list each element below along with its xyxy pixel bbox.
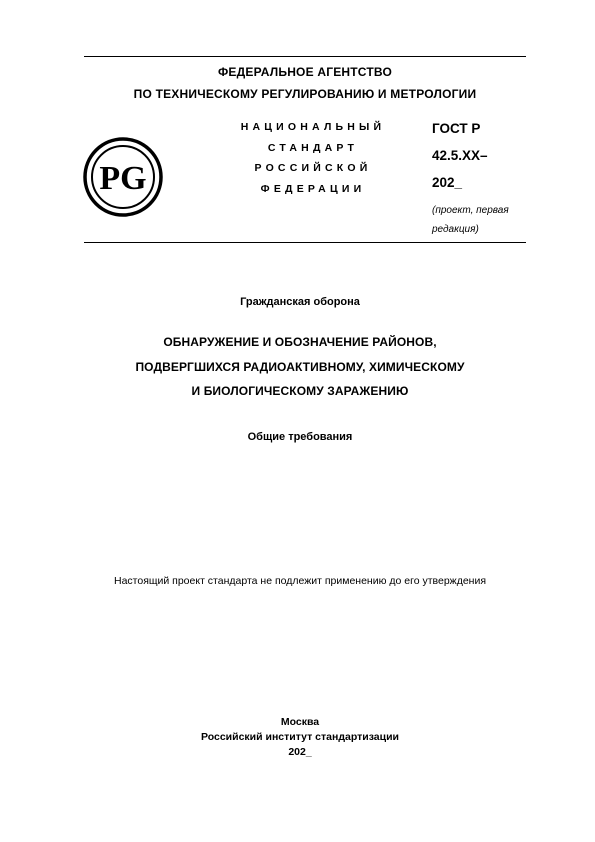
logo-svg bbox=[80, 134, 166, 220]
bottom-rule bbox=[84, 242, 526, 243]
document-subtitle: Общие требования bbox=[247, 431, 353, 443]
document-category: Гражданская оборона bbox=[240, 296, 360, 308]
standard-type-line-3: РОССИЙСКОЙ bbox=[254, 162, 372, 174]
footer-year: 202_ bbox=[288, 746, 312, 758]
gost-designation-line-2: 42.5.XX– bbox=[432, 148, 488, 163]
standard-type-line-2: СТАНДАРТ bbox=[267, 142, 359, 154]
agency-line-1: ФЕДЕРАЛЬНОЕ АГЕНТСТВО bbox=[217, 65, 392, 79]
standard-type-line-1: НАЦИОНАЛЬНЫЙ bbox=[240, 121, 386, 133]
footer-publisher: Российский институт стандартизации bbox=[200, 731, 400, 743]
document-title-line-2: ПОДВЕРГШИХСЯ РАДИОАКТИВНОМУ, ХИМИЧЕСКОМУ bbox=[135, 360, 465, 374]
agency-line-2: ПО ТЕХНИЧЕСКОМУ РЕГУЛИРОВАНИЮ И МЕТРОЛОГИИ bbox=[133, 87, 477, 101]
standard-type-line-4: ФЕДЕРАЦИИ bbox=[260, 183, 366, 195]
draft-note-line-2: редакция) bbox=[432, 224, 479, 235]
draft-note-line-1: (проект, первая bbox=[432, 205, 509, 216]
gost-designation-line-1: ГОСТ Р bbox=[432, 121, 481, 136]
rst-certification-mark-icon bbox=[80, 134, 166, 220]
document-title-line-3: И БИОЛОГИЧЕСКОМУ ЗАРАЖЕНИЮ bbox=[191, 384, 409, 398]
top-rule bbox=[84, 56, 526, 57]
document-title-line-1: ОБНАРУЖЕНИЕ И ОБОЗНАЧЕНИЕ РАЙОНОВ, bbox=[163, 335, 437, 349]
logo-text: PG bbox=[99, 160, 147, 197]
footer-city: Москва bbox=[280, 716, 320, 728]
gost-designation-line-3: 202_ bbox=[432, 175, 463, 190]
approval-notice: Настоящий проект стандарта не подлежит применению до его утверждения bbox=[113, 575, 487, 587]
